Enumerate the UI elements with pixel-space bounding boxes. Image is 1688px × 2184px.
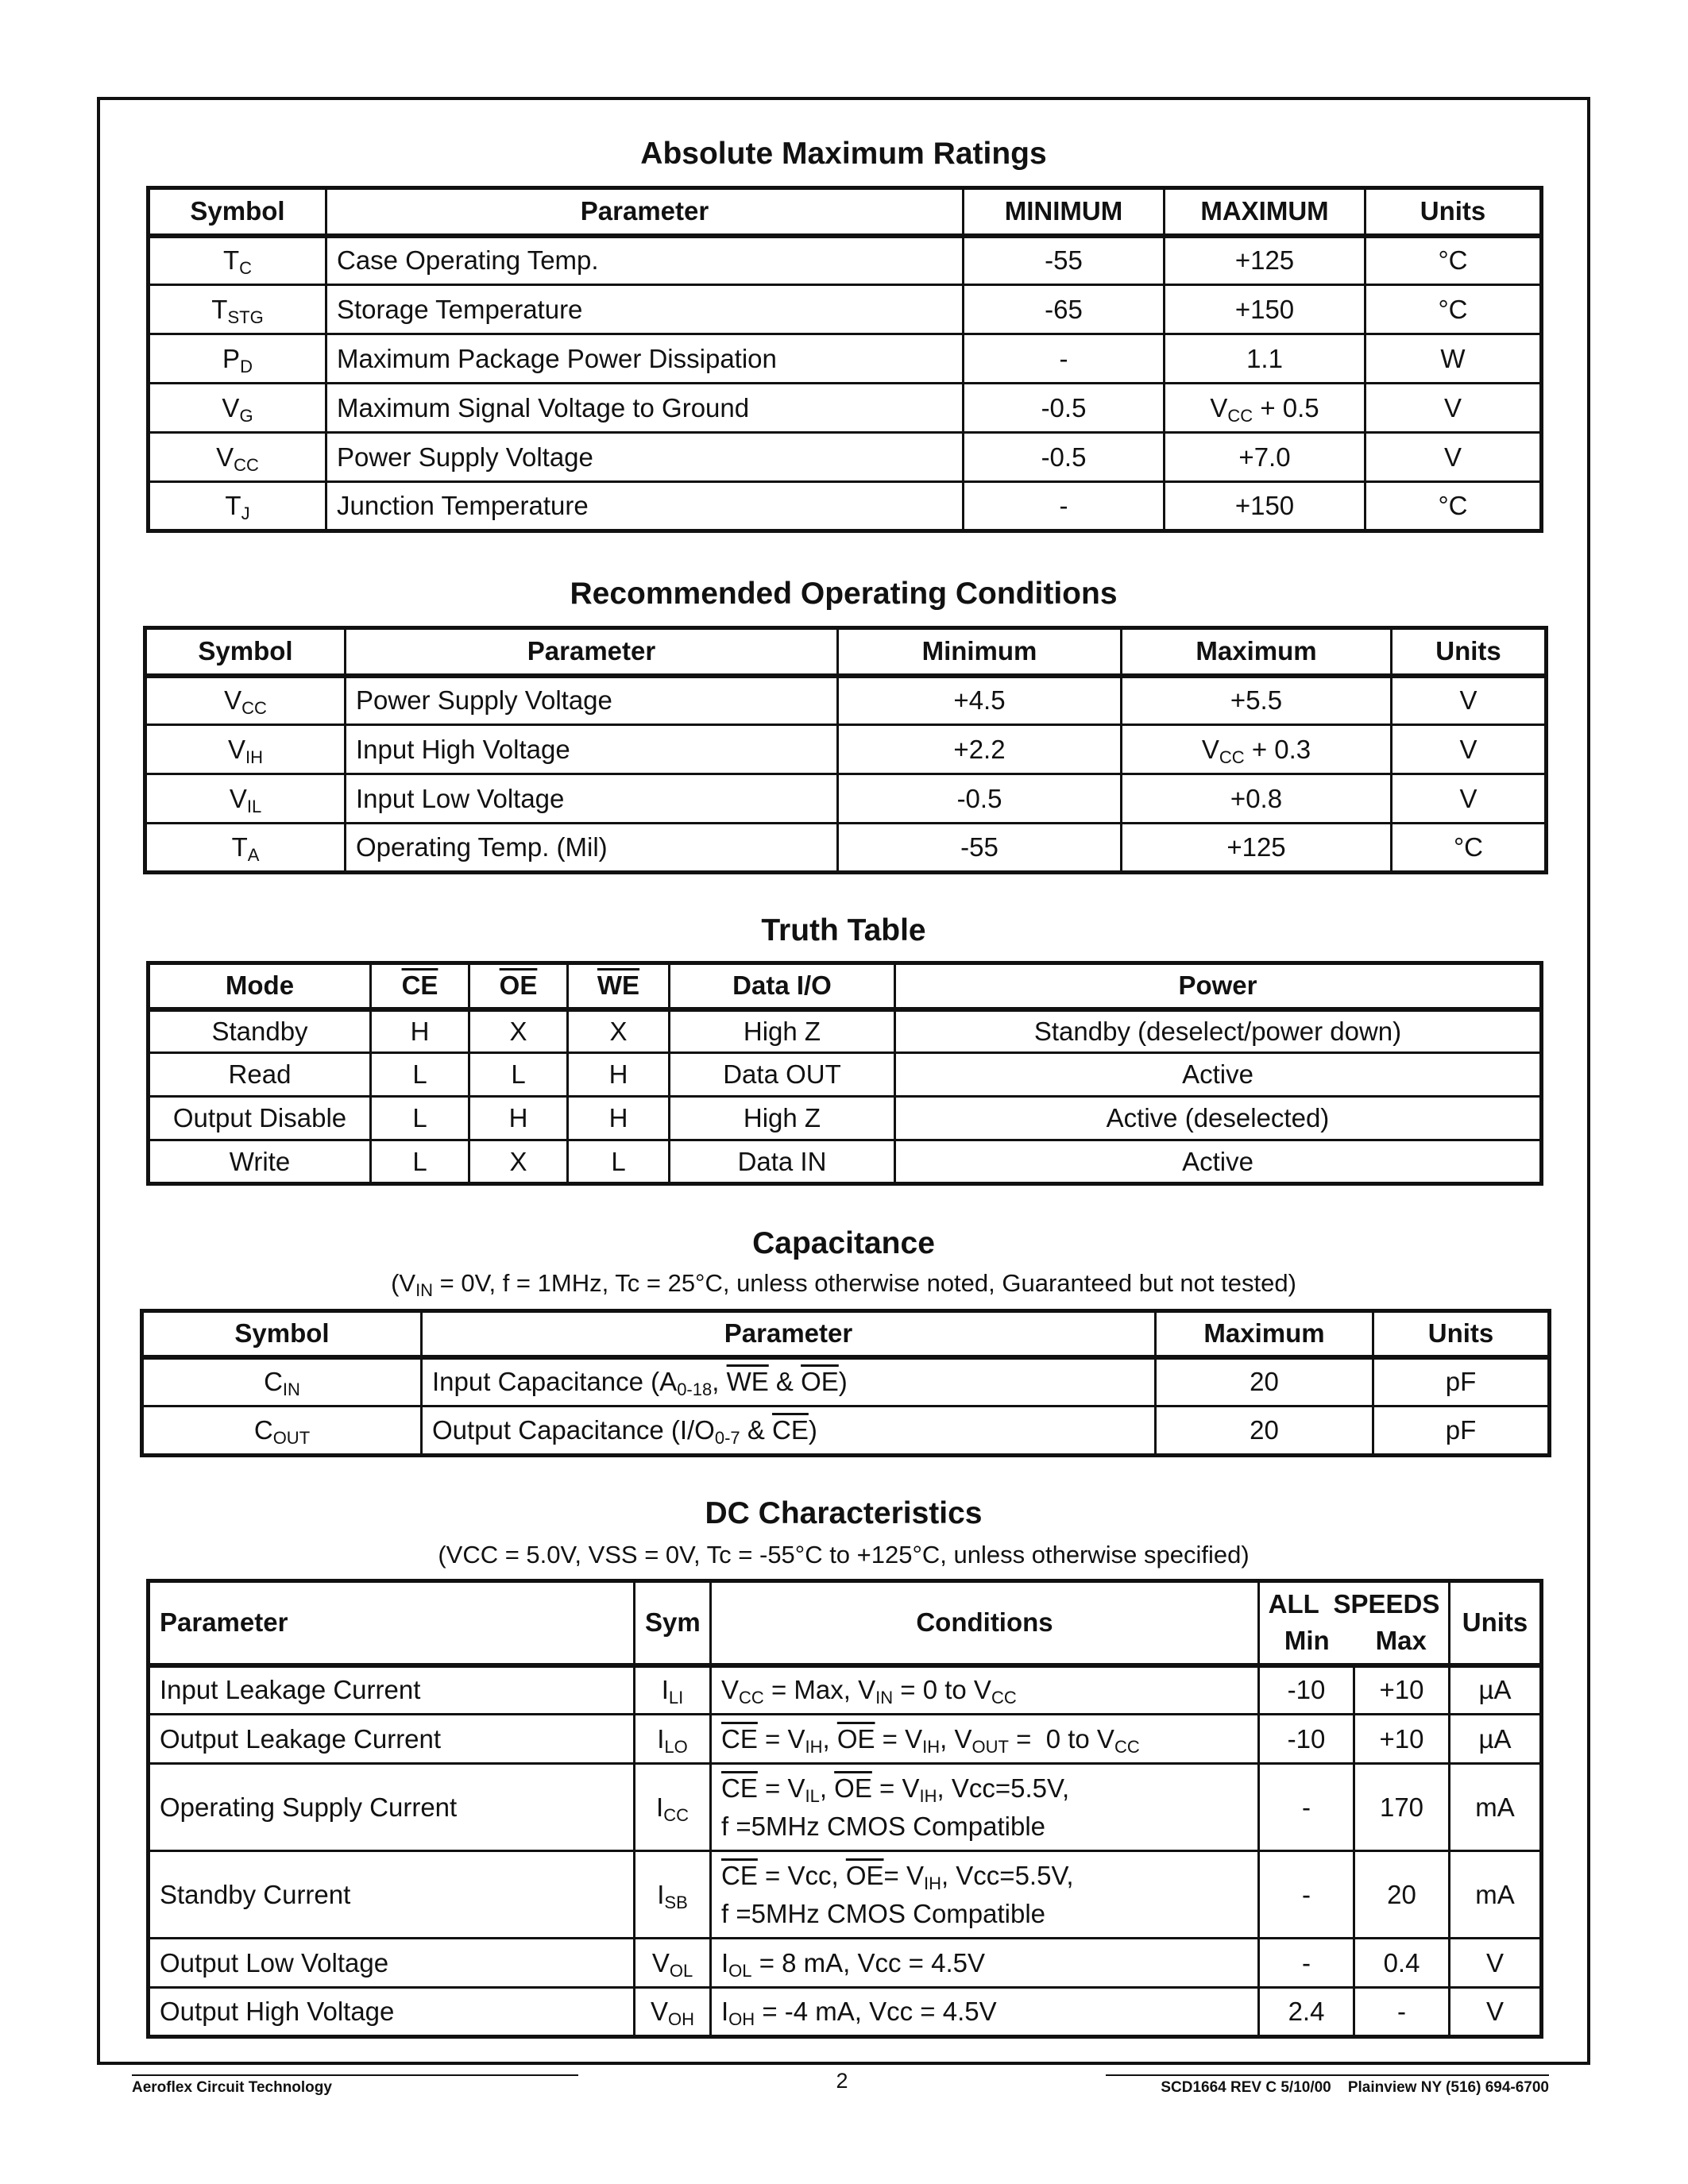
- amr-row: [149, 433, 1542, 482]
- dc-row: [149, 1988, 1542, 2037]
- amr-row: [149, 334, 1542, 384]
- conditions: $I_{OH} = -4$ mA, Vcc = 4.5V: [711, 1988, 1259, 2037]
- symbol: $V_G$: [149, 384, 326, 433]
- symbol: $C_{IN}$: [142, 1357, 422, 1406]
- oe: X: [469, 1009, 568, 1053]
- symbol: $T_J$: [149, 482, 326, 531]
- cap-header-symbol: Symbol: [142, 1311, 422, 1357]
- dc-title: DC Characteristics: [705, 1496, 983, 1530]
- units: pF: [1373, 1406, 1550, 1456]
- roc-table: [143, 626, 1548, 874]
- units: V: [1450, 1939, 1542, 1988]
- sym: $I_{SB}$: [635, 1851, 711, 1939]
- minimum: -: [964, 482, 1165, 531]
- sym: $I_{LO}$: [635, 1715, 711, 1764]
- roc-header-symbol: Symbol: [145, 628, 346, 676]
- power: Active (deselected): [895, 1097, 1542, 1140]
- dc-row: [149, 1851, 1542, 1939]
- parameter: Output Leakage Current: [149, 1715, 635, 1764]
- power: Standby (deselect/power down): [895, 1009, 1542, 1053]
- amr-table: [146, 186, 1543, 533]
- ce: H: [371, 1009, 469, 1053]
- mode: Read: [149, 1053, 371, 1097]
- roc-header-parameter: Parameter: [346, 628, 838, 676]
- parameter: Maximum Signal Voltage to Ground: [326, 384, 964, 433]
- parameter: Storage Temperature: [326, 285, 964, 334]
- data-io: High Z: [670, 1097, 895, 1140]
- cap-title: Capacitance: [752, 1226, 935, 1260]
- maximum: 20: [1156, 1406, 1373, 1456]
- minimum: -: [964, 334, 1165, 384]
- cap-header-parameter: Parameter: [422, 1311, 1156, 1357]
- minimum: +4.5: [838, 676, 1122, 725]
- min: 2.4: [1259, 1988, 1354, 2037]
- conditions: $\overline{CE}$ = Vcc, $\overline{OE}= V_{IH}$, Vcc=5.5V, f =5MHz CMOS Compatible: [711, 1851, 1259, 1939]
- minimum: -55: [838, 824, 1122, 873]
- we: X: [568, 1009, 670, 1053]
- parameter: Input High Voltage: [346, 725, 838, 774]
- dc-header-conditions: Conditions: [711, 1581, 1259, 1665]
- roc-header-maximum: Maximum: [1122, 628, 1392, 676]
- maximum: 20: [1156, 1357, 1373, 1406]
- cap-header-maximum: Maximum: [1156, 1311, 1373, 1357]
- parameter: Case Operating Temp.: [326, 236, 964, 285]
- dc-header-sym: Sym: [635, 1581, 711, 1665]
- units: °C: [1365, 236, 1542, 285]
- we: L: [568, 1140, 670, 1184]
- roc-row: [145, 824, 1547, 873]
- dc-row: [149, 1715, 1542, 1764]
- dc-header-min: Min: [1284, 1626, 1330, 1656]
- data-io: Data IN: [670, 1140, 895, 1184]
- amr-header-parameter: Parameter: [326, 188, 964, 236]
- max: 170: [1354, 1764, 1450, 1851]
- truth-row: [149, 1140, 1542, 1184]
- units: V: [1365, 433, 1542, 482]
- dc-note: (VCC = 5.0V, VSS = 0V, Tc = -55°C to +125°C, unless otherwise specified): [438, 1541, 1250, 1569]
- minimum: +2.2: [838, 725, 1122, 774]
- maximum: +5.5: [1122, 676, 1392, 725]
- units: V: [1392, 676, 1547, 725]
- units: µA: [1450, 1715, 1542, 1764]
- sym: $I_{CC}$: [635, 1764, 711, 1851]
- maximum: $V_{CC} + 0.3$: [1122, 725, 1392, 774]
- symbol: $C_{OUT}$: [142, 1406, 422, 1456]
- units: mA: [1450, 1764, 1542, 1851]
- units: V: [1450, 1988, 1542, 2037]
- conditions: $V_{CC}$ = Max, $V_{IN} = 0$ to $V_{CC}$: [711, 1665, 1259, 1715]
- power: Active: [895, 1140, 1542, 1184]
- amr-row: [149, 482, 1542, 531]
- symbol: $V_{IH}$: [145, 725, 346, 774]
- units: V: [1365, 384, 1542, 433]
- minimum: -0.5: [838, 774, 1122, 824]
- amr-header-symbol: Symbol: [149, 188, 326, 236]
- symbol: $T_A$: [145, 824, 346, 873]
- max: +10: [1354, 1715, 1450, 1764]
- units: pF: [1373, 1357, 1550, 1406]
- maximum: +150: [1165, 285, 1365, 334]
- min: -: [1259, 1939, 1354, 1988]
- cap-note: ($V_{IN} = 0V$, f = 1MHz, Tc = 25°C, unless otherwise noted, Guaranteed but not tested): [391, 1269, 1296, 1300]
- mode: Output Disable: [149, 1097, 371, 1140]
- we: H: [568, 1097, 670, 1140]
- maximum: +0.8: [1122, 774, 1392, 824]
- units: V: [1392, 725, 1547, 774]
- dc-header-max: Max: [1375, 1626, 1427, 1656]
- amr-title: Absolute Maximum Ratings: [640, 137, 1047, 171]
- units: W: [1365, 334, 1542, 384]
- max: -: [1354, 1988, 1450, 2037]
- roc-header-minimum: Minimum: [838, 628, 1122, 676]
- dc-row: [149, 1939, 1542, 1988]
- truth-header-power: Power: [895, 963, 1542, 1009]
- conditions: $\overline{CE} = V_{IL}$, $\overline{OE} = V_{IH}$, Vcc=5.5V, f =5MHz CMOS Compatible: [711, 1764, 1259, 1851]
- symbol: $V_{IL}$: [145, 774, 346, 824]
- maximum: +150: [1165, 482, 1365, 531]
- cap-row: [142, 1406, 1550, 1456]
- amr-row: [149, 285, 1542, 334]
- parameter: Operating Supply Current: [149, 1764, 635, 1851]
- cap-header-units: Units: [1373, 1311, 1550, 1357]
- cap-row: [142, 1357, 1550, 1406]
- units: °C: [1392, 824, 1547, 873]
- amr-header-units: Units: [1365, 188, 1542, 236]
- amr-row: [149, 236, 1542, 285]
- sym: $V_{OH}$: [635, 1988, 711, 2037]
- dc-header-all-speeds: ALL SPEEDS Min Max: [1259, 1581, 1450, 1665]
- parameter: Input Capacitance ($A_{0-18}$, $\overline{WE}$ & $\overline{OE}$): [422, 1357, 1156, 1406]
- footer-left-rule: [132, 2074, 578, 2076]
- ce: L: [371, 1053, 469, 1097]
- truth-header-mode: Mode: [149, 963, 371, 1009]
- power: Active: [895, 1053, 1542, 1097]
- dc-table: [146, 1579, 1543, 2039]
- parameter: Standby Current: [149, 1851, 635, 1939]
- amr-header-maximum: MAXIMUM: [1165, 188, 1365, 236]
- symbol: $V_{CC}$: [145, 676, 346, 725]
- maximum: +125: [1165, 236, 1365, 285]
- page-number: 2: [836, 2069, 848, 2093]
- footer-doc-info: SCD1664 REV C 5/10/00 Plainview NY (516) 694-6700: [1161, 2079, 1549, 2096]
- maximum: +125: [1122, 824, 1392, 873]
- min: -: [1259, 1764, 1354, 1851]
- amr-row: [149, 384, 1542, 433]
- parameter: Input Low Voltage: [346, 774, 838, 824]
- oe: X: [469, 1140, 568, 1184]
- roc-row: [145, 676, 1547, 725]
- minimum: -65: [964, 285, 1165, 334]
- maximum: 1.1: [1165, 334, 1365, 384]
- amr-header-minimum: MINIMUM: [964, 188, 1165, 236]
- truth-row: [149, 1009, 1542, 1053]
- max: +10: [1354, 1665, 1450, 1715]
- sym: $I_{LI}$: [635, 1665, 711, 1715]
- minimum: -0.5: [964, 433, 1165, 482]
- symbol: $T_{STG}$: [149, 285, 326, 334]
- parameter: Power Supply Voltage: [346, 676, 838, 725]
- min: -10: [1259, 1665, 1354, 1715]
- min: -10: [1259, 1715, 1354, 1764]
- min: -: [1259, 1851, 1354, 1939]
- truth-row: [149, 1097, 1542, 1140]
- minimum: -55: [964, 236, 1165, 285]
- dc-row: [149, 1764, 1542, 1851]
- we: H: [568, 1053, 670, 1097]
- max: 20: [1354, 1851, 1450, 1939]
- roc-title: Recommended Operating Conditions: [570, 577, 1118, 611]
- oe: H: [469, 1097, 568, 1140]
- maximum: +7.0: [1165, 433, 1365, 482]
- parameter: Junction Temperature: [326, 482, 964, 531]
- mode: Write: [149, 1140, 371, 1184]
- minimum: -0.5: [964, 384, 1165, 433]
- roc-row: [145, 774, 1547, 824]
- units: °C: [1365, 482, 1542, 531]
- symbol: $V_{CC}$: [149, 433, 326, 482]
- conditions: $I_{OL} = 8$ mA, Vcc = 4.5V: [711, 1939, 1259, 1988]
- footer-company: Aeroflex Circuit Technology: [132, 2079, 332, 2096]
- oe: L: [469, 1053, 568, 1097]
- mode: Standby: [149, 1009, 371, 1053]
- dc-header-units: Units: [1450, 1581, 1542, 1665]
- units: mA: [1450, 1851, 1542, 1939]
- roc-row: [145, 725, 1547, 774]
- ce: L: [371, 1097, 469, 1140]
- data-io: High Z: [670, 1009, 895, 1053]
- ce: L: [371, 1140, 469, 1184]
- parameter: Output High Voltage: [149, 1988, 635, 2037]
- cap-table: [140, 1309, 1551, 1457]
- units: V: [1392, 774, 1547, 824]
- parameter: Output Low Voltage: [149, 1939, 635, 1988]
- units: µA: [1450, 1665, 1542, 1715]
- parameter: Maximum Package Power Dissipation: [326, 334, 964, 384]
- max: 0.4: [1354, 1939, 1450, 1988]
- truth-row: [149, 1053, 1542, 1097]
- footer-right-rule: [1106, 2074, 1549, 2076]
- dc-header-parameter: Parameter: [149, 1581, 635, 1665]
- data-io: Data OUT: [670, 1053, 895, 1097]
- parameter: Operating Temp. (Mil): [346, 824, 838, 873]
- maximum: $V_{CC} + 0.5$: [1165, 384, 1365, 433]
- truth-header-oe: $\overline{OE}$: [469, 963, 568, 1009]
- parameter: Input Leakage Current: [149, 1665, 635, 1715]
- truth-header-ce: $\overline{CE}$: [371, 963, 469, 1009]
- parameter: Output Capacitance ($I/O_{0-7}$ & $\overline{CE}$): [422, 1406, 1156, 1456]
- truth-title: Truth Table: [761, 913, 926, 947]
- roc-header-units: Units: [1392, 628, 1547, 676]
- truth-header-data-io: Data I/O: [670, 963, 895, 1009]
- symbol: $P_D$: [149, 334, 326, 384]
- truth-table: [146, 961, 1543, 1186]
- units: °C: [1365, 285, 1542, 334]
- truth-header-we: $\overline{WE}$: [568, 963, 670, 1009]
- symbol: $T_C$: [149, 236, 326, 285]
- sym: $V_{OL}$: [635, 1939, 711, 1988]
- parameter: Power Supply Voltage: [326, 433, 964, 482]
- dc-row: [149, 1665, 1542, 1715]
- conditions: $\overline{CE} = V_{IH}$, $\overline{OE} = V_{IH}$, $V_{OUT} = 0$ to $V_{CC}$: [711, 1715, 1259, 1764]
